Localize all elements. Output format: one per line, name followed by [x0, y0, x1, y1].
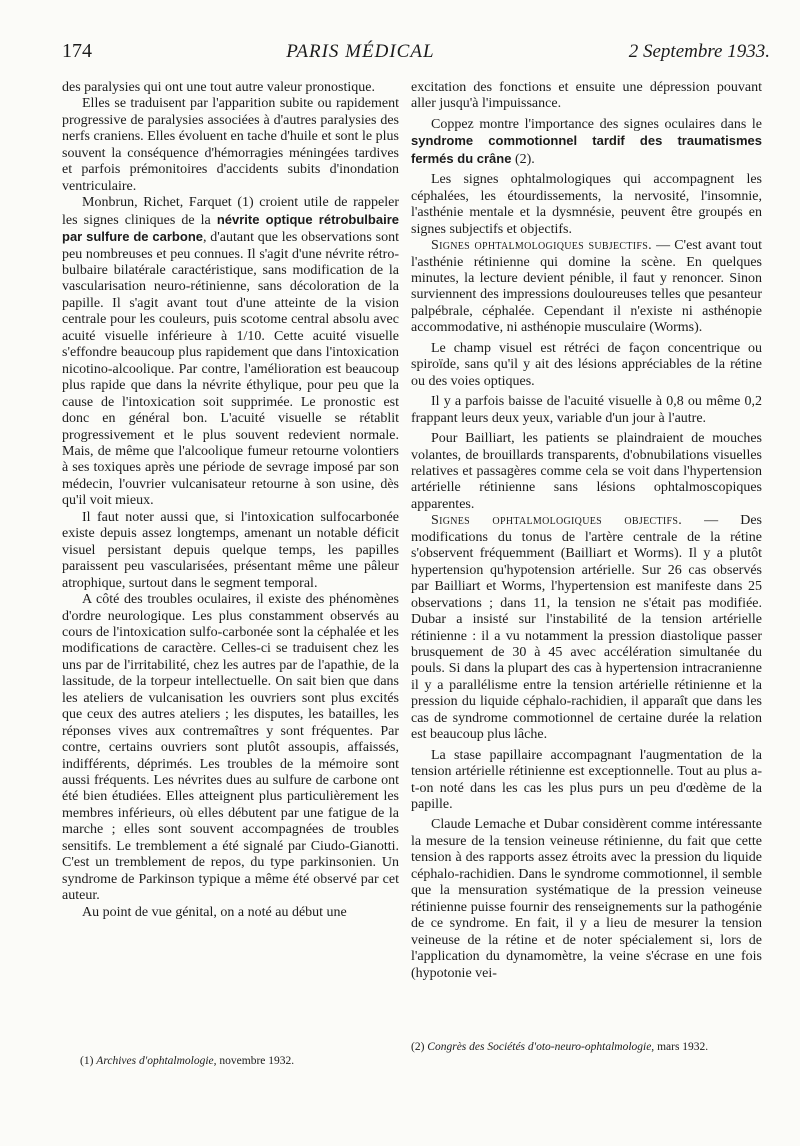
paragraph: Le champ visuel est rétréci de façon concentrique ou spiroïde, sans qu'il y ait des lésions appréciables de la rétine ou des voies optiques. — [411, 340, 762, 389]
footnote-source: Archives d'ophtalmologie, — [96, 1055, 217, 1067]
section-heading: Signes ophtalmologiques subjectifs. — [431, 238, 652, 254]
paragraph — [411, 513, 762, 743]
paragraph — [411, 117, 762, 168]
paragraph: A côté des troubles oculaires, il existe des phénomènes d'ordre neurologique. Les plus constamment observés au cours de l'intoxication sulfo-carbonée sont la céphalée et les modifications de caractère. Celles-ci se traduisent chez les uns par de l'irritabilité, chez les autres par de l'apathie, de la lassitude, de la torpeur intellectuelle. On sait bien que dans les ateliers de vulcanisation les ouvriers sont plus excités que ceux des autres ateliers ; les disputes, les batailles, les réponses vives aux contremaîtres y sont fréquentes. Par contre, certains ouvriers sont plutôt assoupis, affaissés, indifférents, déprimés. Les troubles de la mémoire sont aussi fréquents. Les névrites dues au sulfure de carbone ont été bien étudiées. Elles atteignent plus particulièrement les membres inférieurs, où elles débutent par une fatigue de la marche ; elles sont souvent accompagnées de troubles sensitifs. Le tremblement a été signalé par Ciudo-Gianotti. C'est un tremblement de repos, du type parkinsonien. Un syndrome de Parkinson typique a même été observé par cet auteur. — [62, 592, 399, 904]
section-heading: Signes ophtalmologiques objectifs. — [431, 513, 683, 529]
paragraph: Elles se traduisent par l'apparition subite ou rapidement progressive de paralysies associées à d'autres paralysies des nerfs craniens. Elles évoluent en tache d'huile et sont le plus souvent la conséquence d'hémorragies méningées tardives et parfois prémonitoires d'accidents subits d'inondation ventriculaire. — [62, 96, 399, 194]
footnote-text: novembre 1932. — [216, 1055, 295, 1067]
paragraph: excitation des fonctions et ensuite une dépression pouvant aller jusqu'à l'impuissance. — [411, 80, 762, 112]
footnote-2 — [411, 1040, 762, 1055]
paragraph-text: , d'autant que les observations sont peu nombreuses et peu connues. Il s'agit d'une névrite rétro-bulbaire bilatérale caractéristique, sans modification de la vascularisation neuro-rétinienne, sans décoloration de la papille. Il s'agit avant tout d'une atteinte de la vision centrale pour les couleurs, puis scotome central absolu avec acuité visuelle inférieure à 1/10. Cette acuité visuelle s'effondre beaucoup plus rapidement que dans l'intoxication nicotino-alcoolique. Par contre, l'amélioration est beaucoup plus rapide que dans la névrite éthylique, pour peu que la cause de l'intoxication soit supprimée. Le pronostic est donc en général bon. L'acuité visuelle se rétablit progressivement et le plus souvent redevient normale. Mais, de même que l'alcoolique fumeur retourne volontiers à ses toxiques après une période de sevrage imposé par son médecin, l'ouvrier vulcanisateur retourne à son usine, dès qu'il voit mieux. — [62, 230, 399, 509]
footnote-text: mars 1932. — [654, 1041, 709, 1053]
paragraph: Il y a parfois baisse de l'acuité visuelle à 0,8 ou même 0,2 frappant leurs deux yeux, variable d'un jour à l'autre. — [411, 394, 762, 426]
paragraph-text: — C'est avant tout l'asthénie rétinienne qui domine la scène. En quelques minutes, la lecture devient pénible, il faut y renoncer. Sinon surviennent des impressions douloureuses telles que pesanteur palpébrale, céphalée. Cependant il n'existe ni asthénopie accommodative, ni asthénopie musculaire (Worms). — [411, 238, 762, 336]
bold-term: syndrome commotionnel tardif des traumatismes fermés du crâne — [411, 133, 762, 166]
right-column — [411, 80, 762, 982]
paragraph-text: Monbrun, Richet, Farquet (1) croient utile de rappeler les signes cliniques de la — [62, 195, 399, 228]
journal-title: PARIS MÉDICAL — [286, 41, 435, 62]
paragraph: Il faut noter aussi que, si l'intoxication sulfocarbonée existe depuis assez longtemps, amenant un notable déficit visuel persistant depuis quelque temps, les papilles paraissent peu vascularisées, présentant même une pâleur atrophique, surtout dans le segment temporal. — [62, 509, 399, 591]
paragraph — [62, 195, 399, 510]
paragraph: Claude Lemache et Dubar considèrent comme intéressante la mesure de la tension veineuse rétinienne, du fait que cette tension à des rapports assez étroits avec la pression du liquide céphalo-rachidien. Dans le syndrome commotionnel, il semble que la mensuration systématique de la pression veineuse rétinienne puisse fournir des renseignements sur la pathogénie de ce syndrome. En fait, il y a lieu de mesurer la tension veineuse de la rétine et de noter spécialement si, lors de l'application du dynamomètre, la veine s'écrase en une fois (hypotonie vei- — [411, 817, 762, 981]
issue-date: 2 Septembre 1933. — [628, 41, 770, 62]
page-number: 174 — [62, 40, 92, 62]
footnote-number: (1) — [80, 1055, 97, 1067]
footnote-number: (2) — [411, 1041, 428, 1053]
paragraph-text: — Des modifications du tonus de l'artère centrale de la rétine s'observent fréquemment (Bailliart et Worms). Il y a plutôt hypertension qu'hypotension artérielle. Sur 26 cas observés par Bailliart et Worms, l'hypertension est manifeste dans 25 observations ; dans 11, la tension ne s'était pas modifiée. Dubar a insisté sur l'instabilité de la tension artérielle rétinienne : il a vu notamment la pression diastolique passer brusquement de 30 à 45 avec accélération simultanée du pouls. Si dans la plupart des cas à hypertension intracranienne il y a parallélisme entre la tension artérielle rétinienne et la pression du liquide céphalo-rachidien, il apparaît que dans les cas de syndrome commotionnel de certaine durée la relation est beaucoup plus lâche. — [411, 513, 762, 743]
left-column — [62, 80, 399, 921]
footnote-1 — [80, 1054, 294, 1069]
page-header — [62, 40, 770, 68]
bold-term: névrite optique rétrobulbaire par sulfure de carbone — [62, 211, 399, 245]
paragraph: Pour Bailliart, les patients se plaindraient de mouches volantes, de brouillards transparents, d'obnubilations visuelles relatives et passagères comme cela se voit dans l'hypertension artérielle rétinienne sans lésions ophtalmoscopiques apparentes. — [411, 431, 762, 512]
paragraph-text: Coppez montre l'importance des signes oculaires dans le — [431, 116, 762, 132]
paragraph: Au point de vue génital, on a noté au début une — [82, 904, 347, 920]
paragraph: Les signes ophtalmologiques qui accompagnent les céphalées, les étourdissements, la nervosité, l'insomnie, l'asthénie mentale et la dysmnésie, peuvent être groupés en signes subjectifs et objectifs. — [411, 172, 762, 237]
paragraph: La stase papillaire accompagnant l'augmentation de la tension artérielle rétinienne est exceptionnelle. Tout au plus a-t-on noté dans les cas les plus purs un peu d'œdème de la papille. — [411, 747, 762, 813]
paragraph-text: (2). — [511, 151, 535, 167]
paragraph — [411, 238, 762, 337]
footnote-source: Congrès des Sociétés d'oto-neuro-ophtalmologie, — [427, 1041, 655, 1053]
paragraph: des paralysies qui ont une tout autre valeur pronostique. — [62, 80, 375, 95]
